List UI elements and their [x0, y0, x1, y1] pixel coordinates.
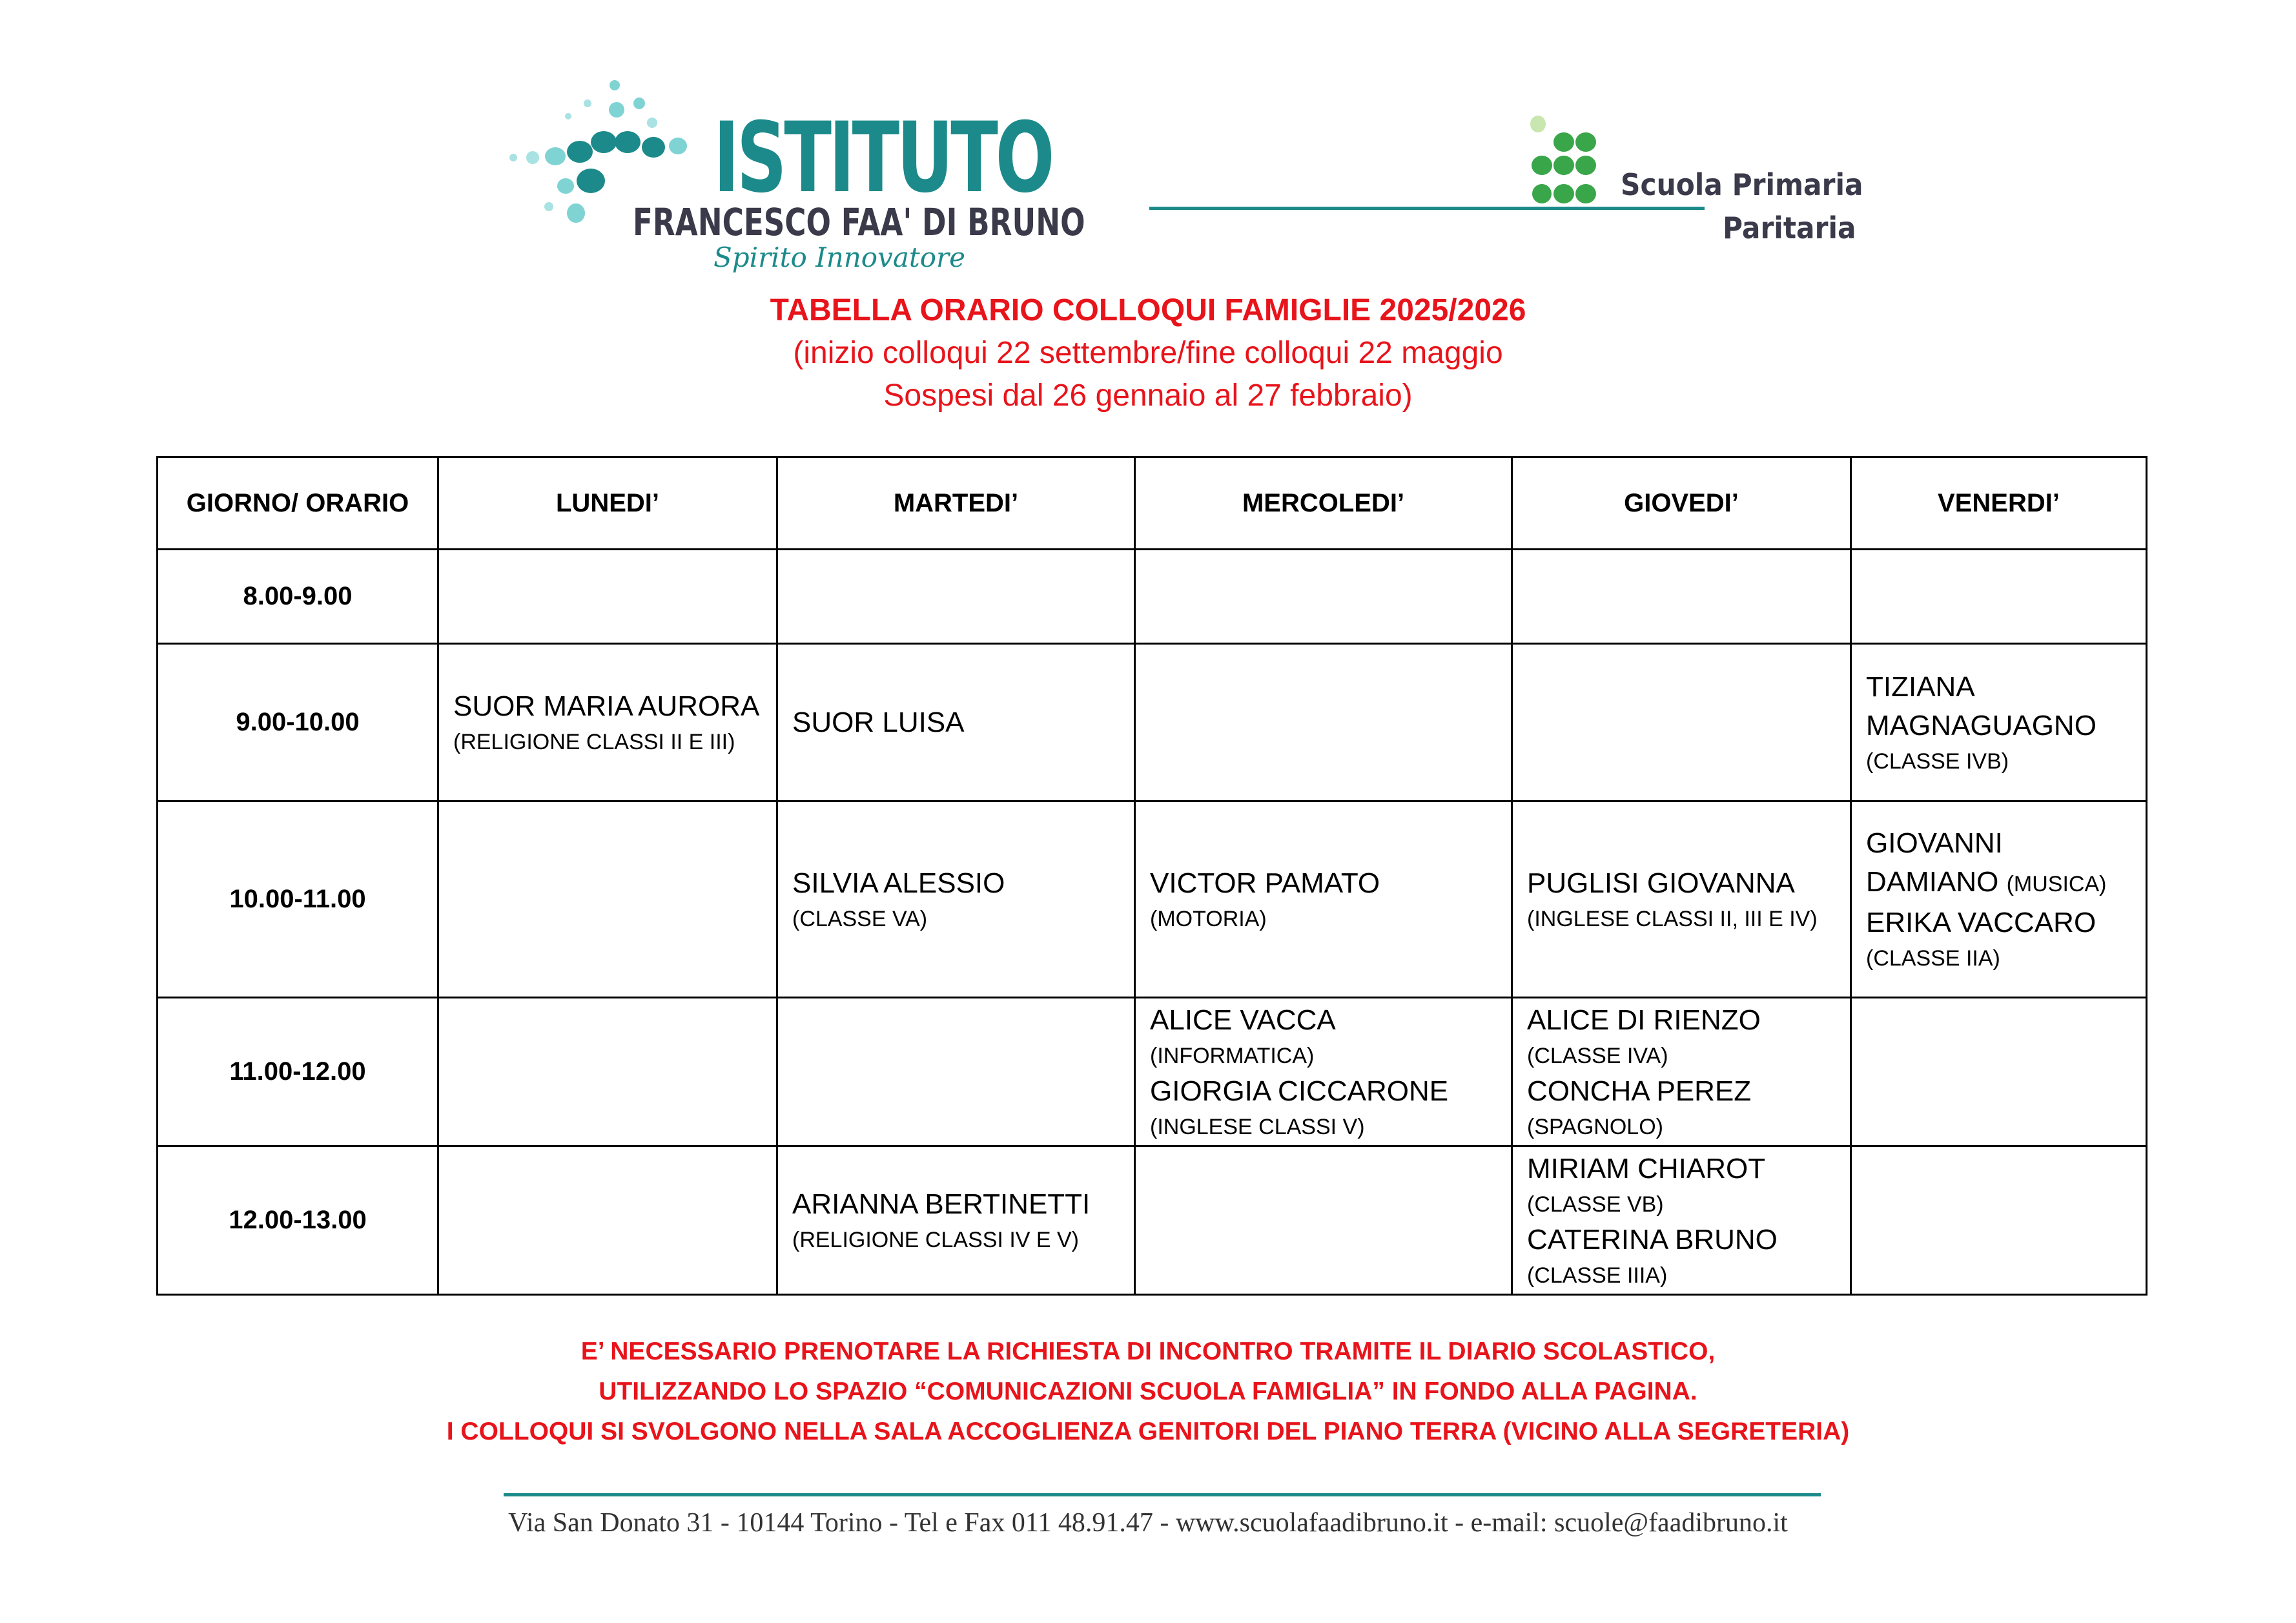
title-line-3: Sospesi dal 26 gennaio al 27 febbraio): [883, 378, 1413, 413]
table-cell: [1512, 644, 1851, 801]
teacher-name: ALICE VACCA: [1150, 1004, 1336, 1036]
time-slot: 8.00-9.00: [158, 550, 438, 644]
teacher-name: GIOVANNI: [1866, 827, 2003, 859]
table-header-row: [158, 457, 2147, 550]
table-cell: [1851, 801, 2147, 998]
istituto-logo: [504, 78, 1085, 271]
logo-istituto-subtitle: FRANCESCO FAA' DI BRUNO: [633, 200, 1085, 244]
teacher-subject: (RELIGIONE CLASSI IV E V): [792, 1227, 1080, 1252]
teacher-name: CATERINA BRUNO: [1527, 1223, 1778, 1256]
notice-line-2: UTILIZZANDO LO SPAZIO “COMUNICAZIONI SCUOLA FAMIGLIA” IN FONDO ALLA PAGINA.: [599, 1378, 1697, 1405]
table-row: [158, 644, 2147, 801]
table-cell: [1135, 550, 1512, 644]
teacher-subject: (CLASSE VA): [792, 906, 928, 931]
time-slot: 10.00-11.00: [158, 801, 438, 998]
teacher-name: GIORGIA CICCARONE: [1150, 1075, 1449, 1107]
teacher-subject: (CLASSE IIIA): [1527, 1263, 1668, 1288]
table-cell: [1851, 550, 2147, 644]
table-row: [158, 998, 2147, 1146]
table-cell: [1135, 644, 1512, 801]
teacher-subject: (CLASSE IVB): [1866, 749, 2009, 774]
table-cell: [1135, 801, 1512, 998]
teacher-subject: (RELIGIONE CLASSI II E III): [453, 729, 735, 754]
teacher-subject: (INFORMATICA): [1150, 1043, 1315, 1068]
page-title: [0, 289, 2296, 417]
teacher-subject: (MUSICA): [2006, 872, 2107, 896]
teacher-name: TIZIANA: [1866, 670, 1975, 703]
teacher-name: ERIKA VACCARO: [1866, 907, 2096, 938]
teacher-name: SILVIA ALESSIO: [792, 867, 1005, 899]
header-monday: LUNEDI’: [438, 457, 777, 550]
table-cell: [1512, 1146, 1851, 1295]
teacher-subject: (CLASSE VB): [1527, 1192, 1664, 1217]
teacher-subject: (INGLESE CLASSI V): [1150, 1114, 1365, 1139]
table-cell: [1135, 998, 1512, 1146]
header-tuesday: MARTEDI’: [777, 457, 1135, 550]
table-cell: [777, 644, 1135, 801]
table-cell: [1135, 1146, 1512, 1295]
table-cell: [1851, 1146, 2147, 1295]
header-day-time: GIORNO/ ORARIO: [158, 457, 438, 550]
table-cell: [777, 550, 1135, 644]
table-cell: [777, 801, 1135, 998]
teacher-name: MAGNAGUAGNO: [1866, 709, 2096, 741]
green-dots-icon: [1524, 110, 1634, 207]
teacher-subject: (SPAGNOLO): [1527, 1114, 1663, 1139]
notice-line-1: E’ NECESSARIO PRENOTARE LA RICHIESTA DI INCONTRO TRAMITE IL DIARIO SCOLASTICO,: [580, 1338, 1716, 1365]
table-cell: [1512, 550, 1851, 644]
header-thursday: GIOVEDI’: [1512, 457, 1851, 550]
table-cell: [777, 998, 1135, 1146]
teacher-subject: (MOTORIA): [1150, 906, 1267, 931]
logo-primaria-line1: Scuola Primaria: [1621, 167, 1863, 202]
teacher-name: CONCHA PEREZ: [1527, 1075, 1752, 1107]
notice-line-3: I COLLOQUI SI SVOLGONO NELLA SALA ACCOGLIENZA GENITORI DEL PIANO TERRA (VICINO ALLA SEGRETERIA): [446, 1418, 1850, 1445]
table-cell: [438, 550, 777, 644]
header-friday: VENERDI’: [1851, 457, 2147, 550]
teacher-name: VICTOR PAMATO: [1150, 867, 1380, 899]
teacher-name: MIRIAM CHIAROT: [1527, 1152, 1766, 1184]
logo-primaria-line2: Paritaria: [1723, 211, 1856, 245]
time-slot: 9.00-10.00: [158, 644, 438, 801]
header-wednesday: MERCOLEDI’: [1135, 457, 1512, 550]
time-slot: 12.00-13.00: [158, 1146, 438, 1295]
footer-address: Via San Donato 31 - 10144 Torino - Tel e Fax 011 48.91.47 - www.scuolafaadibruno.it - e-mail: scuole@faadibruno.it: [508, 1508, 1788, 1538]
table-cell: [438, 644, 777, 801]
footer-divider: [504, 1493, 1821, 1496]
teacher-subject: (CLASSE IIA): [1866, 946, 2000, 971]
teacher-name: PUGLISI GIOVANNA: [1527, 867, 1795, 899]
table-cell: [1851, 998, 2147, 1146]
teacher-subject: (CLASSE IVA): [1527, 1043, 1668, 1068]
table-cell: [1512, 998, 1851, 1146]
booking-notice: [0, 1332, 2296, 1452]
scuola-primaria-logo: [1149, 103, 1872, 252]
table-cell: [438, 1146, 777, 1295]
logo-istituto-title: ISTITUTO: [713, 102, 1052, 214]
title-line-1: TABELLA ORARIO COLLOQUI FAMIGLIE 2025/2026: [770, 293, 1526, 327]
table-cell: [777, 1146, 1135, 1295]
schedule-table: [156, 456, 2147, 1296]
table-row: [158, 1146, 2147, 1295]
table-cell: [1512, 801, 1851, 998]
teacher-name: SUOR LUISA: [792, 706, 965, 738]
teacher-subject: (INGLESE CLASSI II, III E IV): [1527, 906, 1818, 931]
title-line-2: (inizio colloqui 22 settembre/fine colloqui 22 maggio: [793, 336, 1503, 370]
logo-istituto-motto: Spirito Innovatore: [713, 242, 965, 273]
teacher-name: DAMIANO: [1866, 866, 1999, 898]
table-row: [158, 801, 2147, 998]
teacher-name: SUOR MARIA AURORA: [453, 690, 760, 722]
table-cell: [438, 801, 777, 998]
table-cell: [438, 998, 777, 1146]
teacher-name: ARIANNA BERTINETTI: [792, 1188, 1091, 1220]
time-slot: 11.00-12.00: [158, 998, 438, 1146]
table-row: [158, 550, 2147, 644]
table-cell: [1851, 644, 2147, 801]
teacher-name-with-note: [1866, 863, 2131, 904]
teacher-name: ALICE DI RIENZO: [1527, 1004, 1761, 1036]
logo-divider: [1149, 207, 1705, 210]
